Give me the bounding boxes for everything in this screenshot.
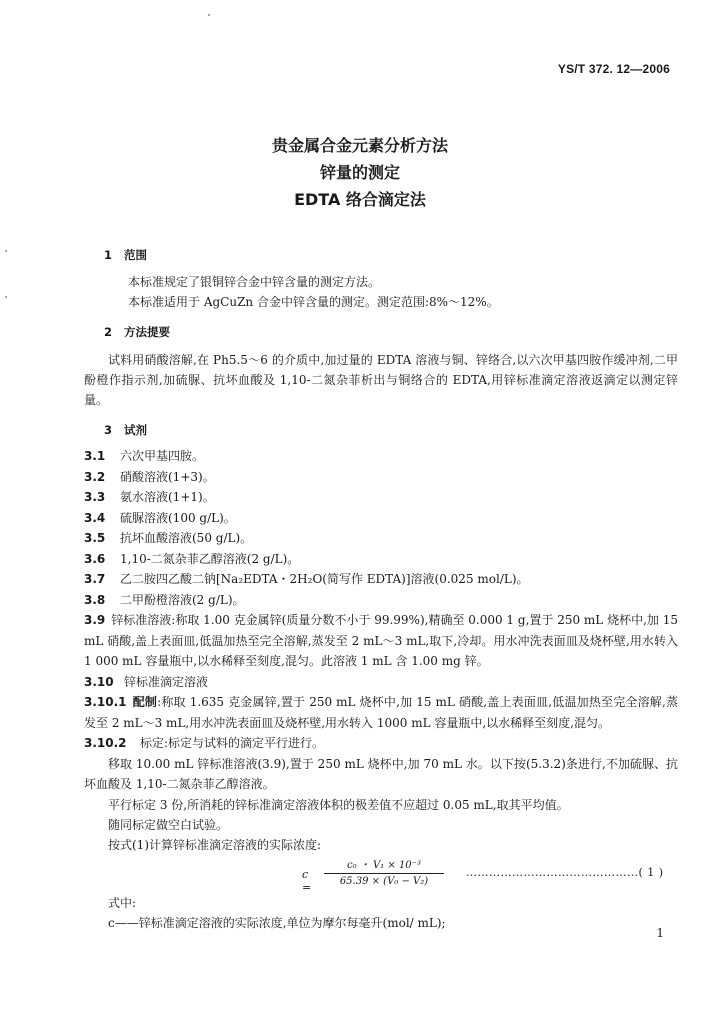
reagent-item: 3.1 六次甲基四胺。 <box>84 449 205 463</box>
section-1-line-1: 本标准规定了银铜锌合金中锌含量的测定方法。 <box>128 275 381 289</box>
paragraph-blank: 随同标定做空白试验。 <box>108 817 229 832</box>
reagent-item: 3.5 抗坏血酸溶液(50 g/L)。 <box>84 531 253 545</box>
where-c-definition: c——锌标准滴定溶液的实际浓度,单位为摩尔每毫升(mol/ mL); <box>108 915 446 930</box>
scan-speck <box>5 296 7 298</box>
equation-number: ( 1 ) <box>638 865 664 879</box>
standard-code: YS/T 372. 12—2006 <box>557 62 670 76</box>
reagent-item: 3.3 氨水溶液(1+1)。 <box>84 490 215 504</box>
reagent-item: 3.4 硫脲溶液(100 g/L)。 <box>84 510 236 525</box>
formula-lhs: c = <box>302 867 312 894</box>
section-2-heading <box>104 324 678 340</box>
subitem-calibration: 3.10.2 标定:标定与试料的滴定平行进行。 <box>84 736 325 750</box>
reagent-list <box>84 446 678 933</box>
title-block <box>0 132 720 213</box>
title-line-3: EDTA 络合滴定法 <box>294 190 426 209</box>
section-number: 1 <box>104 248 113 262</box>
reagent-item: 3.8 二甲酚橙溶液(2 g/L)。 <box>84 592 245 607</box>
section-title: 范围 <box>124 248 147 262</box>
section-2-text: 试料用硝酸溶解,在 Ph5.5～6 的介质中,加过量的 EDTA 溶液与铜、锌络合,以六次甲基四胺作缓冲剂,二甲酚橙作指示剂,加硫脲、抗坏血酸及 1,10-二氮杂菲析出与铜络合的 EDTA,用锌标准滴定溶液返滴定以测定锌量。 <box>84 353 678 407</box>
formula-1 <box>84 857 678 893</box>
scan-speck <box>208 14 210 16</box>
scan-speck <box>5 250 7 252</box>
reagent-item-zinc-standard: 3.9 锌标准溶液:称取 1.00 克金属锌(质量分数不小于 99.99%),精确至 0.000 1 g,置于 250 mL 烧杯中,加 15 mL 硝酸,盖上表面皿,低温加热至完全溶解,蒸发至 2 mL～3 mL,取下,冷却。用水冲洗表面皿及烧杯壁,用水转入 1 000 mL 容量瓶中,以水稀释至刻度,混匀。此溶液 1 mL 含 1.00 mg 锌。 <box>84 613 678 668</box>
section-1-heading <box>104 247 678 263</box>
subitem-preparation: 3.10.1 配制:称取 1.635 克金属锌,置于 250 mL 烧杯中,加 15 mL 硝酸,盖上表面皿,低温加热至完全溶解,蒸发至 2 mL～3 mL,用水冲洗表面皿及烧杯壁,用水转入 1000 mL 容量瓶中,以水稀释至刻度,混匀。 <box>84 695 678 730</box>
section-title: 试剂 <box>124 423 147 437</box>
section-title: 方法提要 <box>124 325 170 339</box>
fraction-bar <box>324 873 444 874</box>
section-number: 2 <box>104 325 113 339</box>
formula-denominator: 65.39 × (V₀ − V₂) <box>339 875 429 887</box>
formula-numerator: c₀ ・ V₁ × 10⁻³ <box>347 859 421 871</box>
reagent-item: 3.6 1,10-二氮杂菲乙醇溶液(2 g/L)。 <box>84 551 300 566</box>
paragraph-formula-intro: 按式(1)计算锌标准滴定溶液的实际浓度: <box>108 837 322 852</box>
title-line-1: 贵金属合金元素分析方法 <box>271 136 448 155</box>
paragraph-parallel: 平行标定 3 份,所消耗的锌标准滴定溶液体积的极差值不应超过 0.05 mL,取其平均值。 <box>108 797 569 812</box>
reagent-item: 3.2 硝酸溶液(1+3)。 <box>84 469 215 484</box>
formula-fraction <box>324 859 444 888</box>
content-body <box>84 247 678 933</box>
title-line-2: 锌量的测定 <box>319 163 400 182</box>
section-number: 3 <box>104 423 113 437</box>
section-1-line-2: 本标准适用于 AgCuZn 合金中锌含量的测定。测定范围:8%～12%。 <box>128 295 499 309</box>
section-3-heading <box>104 422 678 438</box>
where-label: 式中: <box>108 895 137 910</box>
reagent-item-titration-solution: 3.10 锌标准滴定溶液 <box>84 674 209 689</box>
formula-leader: ………………………………………( 1 ) <box>466 865 664 879</box>
reagent-item: 3.7 乙二胺四乙酸二钠[Na₂EDTA・2H₂O(简写作 EDTA)]溶液(0.025 mol/L)。 <box>84 572 529 586</box>
page-number: 1 <box>656 926 664 940</box>
paragraph-pipette: 移取 10.00 mL 锌标准溶液(3.9),置于 250 mL 烧杯中,加 70 mL 水。以下按(5.3.2)条进行,不加硫脲、抗坏血酸及 1,10-二氮杂菲乙醇溶液。 <box>84 756 678 791</box>
